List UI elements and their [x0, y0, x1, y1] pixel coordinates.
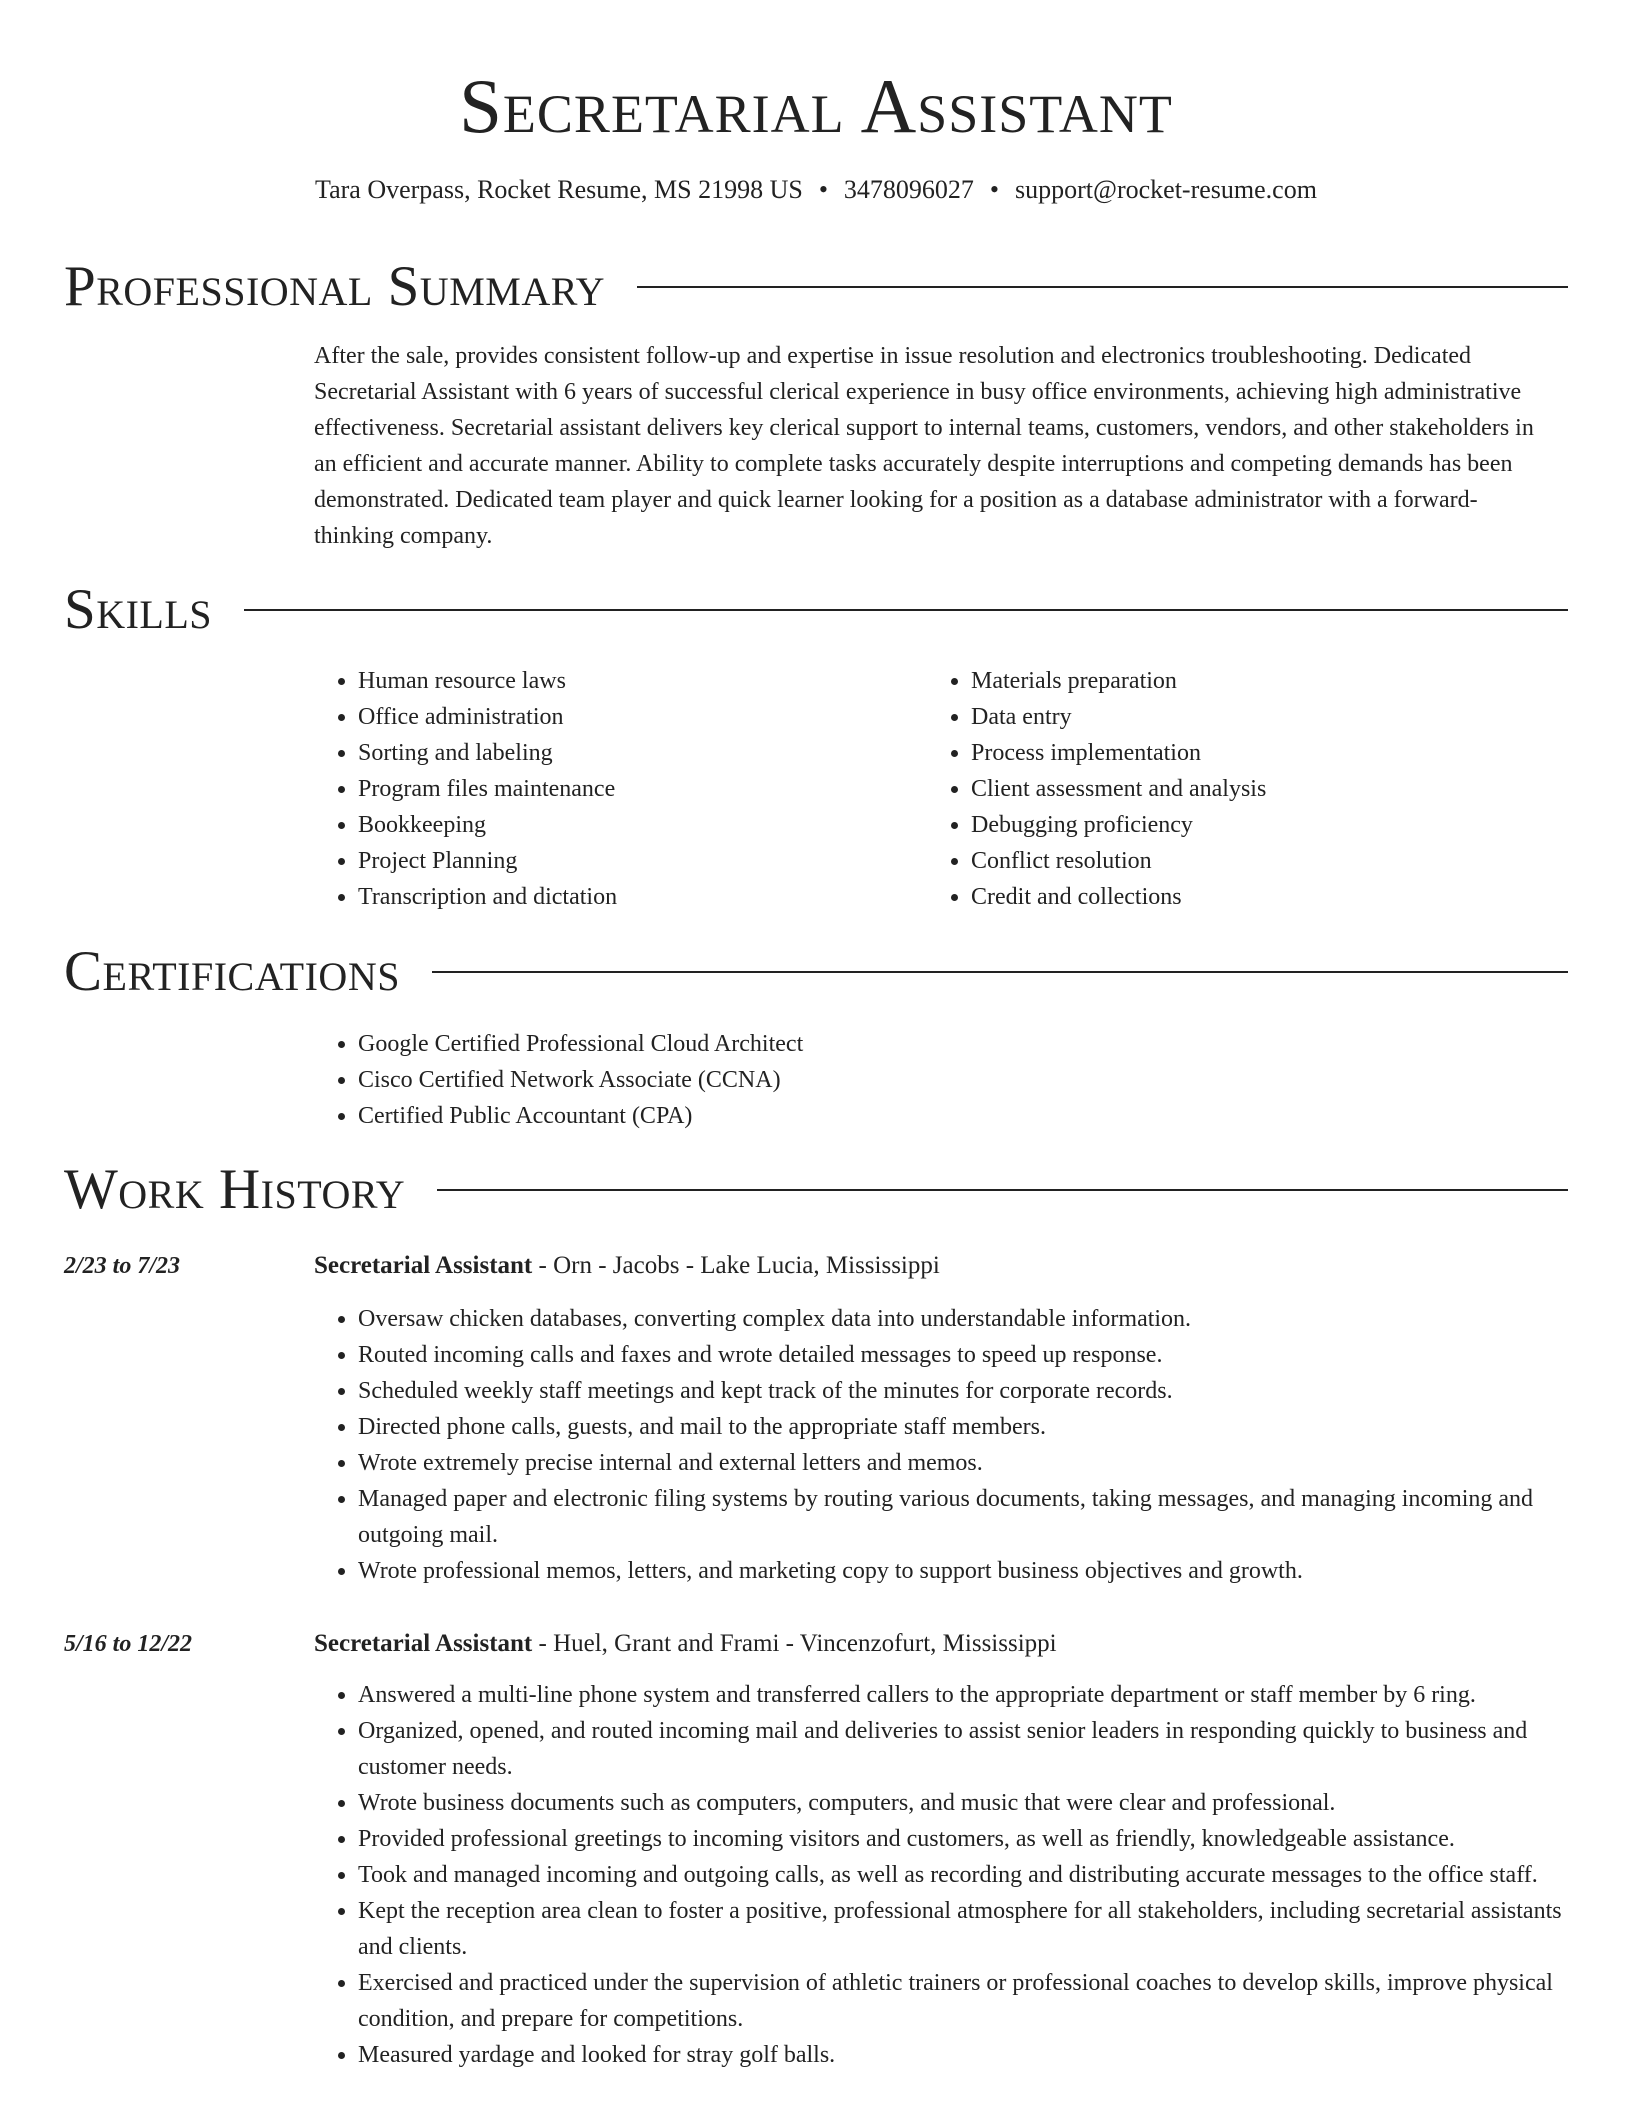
job-bullet-item: • Exercised and practiced under the supervision of athletic trainers or professional coaches to develop skills, improve physical condition, and prepare for competitions. [358, 1965, 1564, 2037]
job-details: - Huel, Grant and Frami - Vincenzofurt, Mississippi [532, 1630, 1057, 1657]
job-heading [314, 1248, 940, 1284]
skill-item: • Debugging proficiency [971, 807, 1507, 843]
job-bullet-item: • Wrote professional memos, letters, and marketing copy to support business objectives and growth. [358, 1553, 1564, 1589]
job-bullet-item: • Oversaw chicken databases, converting complex data into understandable information. [358, 1301, 1564, 1337]
work-history-section-header [64, 1155, 1568, 1225]
certification-item: • Certified Public Accountant (CPA) [358, 1098, 1214, 1134]
section-divider [637, 286, 1568, 288]
skills-left-list [314, 663, 894, 915]
contact-separator: • [818, 175, 828, 204]
skills-heading: Skills [64, 578, 213, 641]
job-bullet-list [314, 1677, 1564, 2073]
skill-item: • Credit and collections [971, 879, 1507, 915]
job-bullet-item: • Provided professional greetings to incoming visitors and customers, as well as friendly, knowledgeable assistance. [358, 1821, 1564, 1857]
skill-item: • Sorting and labeling [358, 735, 894, 771]
job-title: Secretarial Assistant [314, 1630, 533, 1657]
section-divider [432, 971, 1568, 973]
skill-item: • Bookkeeping [358, 807, 894, 843]
contact-line [0, 172, 1632, 208]
contact-phone: 3478096027 [843, 175, 974, 204]
work-history-heading: Work History [64, 1158, 406, 1221]
summary-heading: Professional Summary [64, 255, 606, 318]
skills-right-column [927, 663, 1507, 915]
job-heading [314, 1626, 1057, 1662]
skill-item: • Program files maintenance [358, 771, 894, 807]
resume-title: Secretarial Assistant [459, 63, 1173, 149]
job-bullet-item: • Wrote business documents such as computers, computers, and music that were clear and professional. [358, 1785, 1564, 1821]
certification-item: • Cisco Certified Network Associate (CCNA) [358, 1062, 1214, 1098]
skill-item: • Conflict resolution [971, 843, 1507, 879]
job-bullet-item: • Kept the reception area clean to foster a positive, professional atmosphere for all stakeholders, including secretarial assistants and clients. [358, 1893, 1564, 1965]
job-bullet-item: • Wrote extremely precise internal and external letters and memos. [358, 1445, 1564, 1481]
contact-separator: • [989, 175, 1000, 204]
job-bullet-item: • Managed paper and electronic filing systems by routing various documents, taking messages, and managing incoming and outgoing mail. [358, 1481, 1564, 1553]
contact-email: support@rocket-resume.com [1015, 175, 1317, 204]
job-bullet-item: • Scheduled weekly staff meetings and kept track of the minutes for corporate records. [358, 1373, 1564, 1409]
certifications-heading: Certifications [64, 940, 400, 1003]
skill-item: • Human resource laws [358, 663, 894, 699]
skills-section-header [64, 575, 1568, 645]
job-dates: 2/23 to 7/23 [64, 1253, 181, 1279]
skill-item: • Client assessment and analysis [971, 771, 1507, 807]
section-divider [437, 1189, 1568, 1191]
certifications-list [314, 1026, 1214, 1134]
skill-item: • Process implementation [971, 735, 1507, 771]
job-bullet-item: • Routed incoming calls and faxes and wrote detailed messages to speed up response. [358, 1337, 1564, 1373]
skills-left-column [314, 663, 894, 915]
certifications-block [314, 1026, 1214, 1134]
contact-address: Tara Overpass, Rocket Resume, MS 21998 US [315, 175, 803, 204]
certification-item: • Google Certified Professional Cloud Architect [358, 1026, 1214, 1062]
skill-item: • Project Planning [358, 843, 894, 879]
skill-item: • Transcription and dictation [358, 879, 894, 915]
job-bullets [314, 1301, 1564, 1589]
job-bullet-item: • Took and managed incoming and outgoing calls, as well as recording and distributing accurate messages to the office staff. [358, 1857, 1564, 1893]
job-bullet-list [314, 1301, 1564, 1589]
job-bullet-item: • Organized, opened, and routed incoming mail and deliveries to assist senior leaders in responding quickly to business and customer needs. [358, 1713, 1564, 1785]
job-dates: 5/16 to 12/22 [64, 1631, 193, 1657]
skill-item: • Data entry [971, 699, 1507, 735]
summary-text: After the sale, provides consistent follow-up and expertise in issue resolution and electronics troubleshooting. Dedicated Secretarial Assistant with 6 years of successful clerical experience in busy office environments, achieving high administrative effectiveness. Secretarial assistant delivers key clerical support to internal teams, customers, vendors, and other stakeholders in an efficient and accurate manner. Ability to complete tasks accurately despite interruptions and competing demands has been demonstrated. Dedicated team player and quick learner looking for a position as a database administrator with a forward-thinking company. [314, 343, 1534, 549]
job-bullet-item: • Measured yardage and looked for stray golf balls. [358, 2037, 1564, 2073]
summary-section-header [64, 252, 1568, 322]
job-title: Secretarial Assistant [314, 1252, 533, 1279]
job-bullet-item: • Answered a multi-line phone system and transferred callers to the appropriate department or staff member by 6 ring. [358, 1677, 1564, 1713]
job-details: - Orn - Jacobs - Lake Lucia, Mississippi [532, 1252, 940, 1279]
section-divider [244, 609, 1568, 611]
skill-item: • Materials preparation [971, 663, 1507, 699]
certifications-section-header [64, 937, 1568, 1007]
skill-item: • Office administration [358, 699, 894, 735]
job-bullets [314, 1677, 1564, 2073]
skills-right-list [927, 663, 1507, 915]
job-bullet-item: • Directed phone calls, guests, and mail to the appropriate staff members. [358, 1409, 1564, 1445]
